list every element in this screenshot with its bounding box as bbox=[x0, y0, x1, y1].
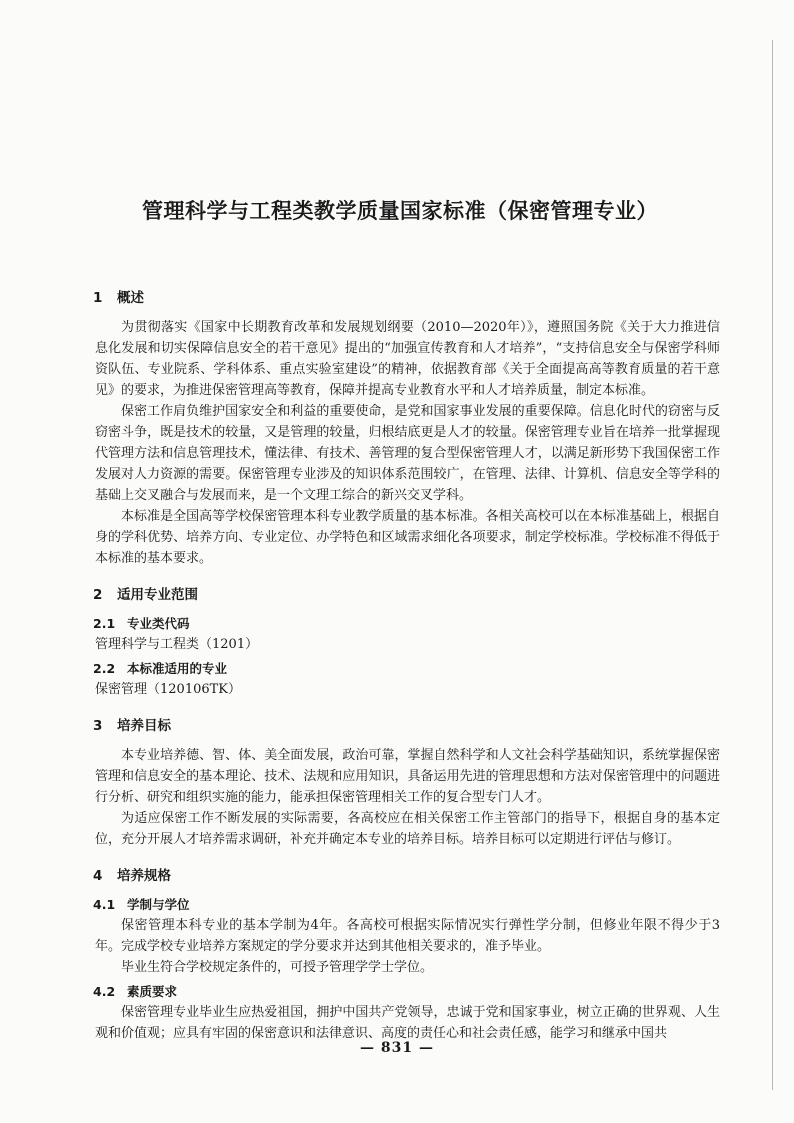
section-heading-3 bbox=[93, 716, 720, 737]
subsection-heading-2-1 bbox=[93, 614, 720, 634]
paragraph: 保密管理（120106TK） bbox=[95, 682, 242, 697]
subsection-heading-4-2 bbox=[93, 982, 720, 1002]
paragraph: 保密管理本科专业的基本学制为4年。各高校可根据实际情况实行弹性学分制，但修业年限不得少于3年。完成学校专业培养方案规定的学分要求并达到其他相关要求的，准予毕业。 bbox=[95, 918, 720, 954]
subsection-number: 4.1 bbox=[93, 897, 116, 912]
section-number: 3 bbox=[93, 718, 103, 734]
paragraph: 为贯彻落实《国家中长期教育改革和发展规划纲要（2010—2020年）》，遵照国务院《关于大力推进信息化发展和切实保障信息安全的若干意见》提出的“加强宣传教育和人才培养”，“支持信息安全与保密学科师资队伍、专业院系、学科体系、重点实验室建设”的精神，依据教育部《关于全面提高高等教育质量的若干意见》的要求，为推进保密管理高等教育，保障并提高专业教育水平和人才培养质量，制定本标准。 bbox=[95, 320, 720, 398]
subsection-title: 学制与学位 bbox=[127, 897, 190, 912]
paragraph: 本标准是全国高等学校保密管理本科专业教学质量的基本标准。各相关高校可以在本标准基础上，根据自身的学科优势、培养方向、专业定位、办学特色和区域需求细化各项要求，制定学校标准。学校标准不得低于本标准的基本要求。 bbox=[95, 509, 720, 566]
binding-margin-line bbox=[772, 40, 773, 1090]
subsection-number: 2.2 bbox=[93, 661, 116, 676]
subsection-number: 4.2 bbox=[93, 984, 116, 999]
subsection-heading-2-2 bbox=[93, 659, 720, 679]
subsection-title: 本标准适用的专业 bbox=[127, 661, 228, 676]
document-body bbox=[95, 282, 720, 1044]
section-number: 4 bbox=[93, 868, 103, 884]
section-heading-2 bbox=[93, 585, 720, 606]
page-title: 管理科学与工程类教学质量国家标准（保密管理专业） bbox=[142, 198, 658, 223]
paragraph: 保密工作肩负维护国家安全和利益的重要使命，是党和国家事业发展的重要保障。信息化时代的窃密与反窃密斗争，既是技术的较量，又是管理的较量，归根结底更是人才的较量。保密管理专业旨在培养一批掌握现代管理方法和信息管理技术，懂法律、有技术、善管理的复合型保密管理人才，以满足新形势下我国保密工作发展对人力资源的需要。保密管理专业涉及的知识体系范围较广，在管理、法律、计算机、信息安全等学科的基础上交叉融合与发展而来，是一个文理工综合的新兴交叉学科。 bbox=[95, 404, 720, 503]
section-heading-1 bbox=[93, 288, 720, 309]
page-number: — 831 — bbox=[360, 1040, 434, 1056]
section-heading-4 bbox=[93, 866, 720, 887]
paragraph: 保密管理专业毕业生应热爱祖国，拥护中国共产党领导，忠诚于党和国家事业，树立正确的世界观、人生观和价值观；应具有牢固的保密意识和法律意识、高度的责任心和社会责任感，能学习和继承中国共 bbox=[95, 1005, 720, 1041]
section-number: 2 bbox=[93, 587, 103, 603]
paragraph: 为适应保密工作不断发展的实际需要，各高校应在相关保密工作主管部门的指导下，根据自身的基本定位，充分开展人才培养需求调研，补充并确定本专业的培养目标。培养目标可以定期进行评估与修订。 bbox=[95, 811, 720, 847]
paragraph: 本专业培养德、智、体、美全面发展，政治可靠，掌握自然科学和人文社会科学基础知识，系统掌握保密管理和信息安全的基本理论、技术、法规和应用知识，具备运用先进的管理思想和方法对保密管理中的问题进行分析、研究和组织实施的能力，能承担保密管理相关工作的复合型专门人才。 bbox=[95, 748, 720, 805]
subsection-title: 素质要求 bbox=[127, 984, 178, 999]
paragraph: 管理科学与工程类（1201） bbox=[95, 637, 259, 652]
subsection-number: 2.1 bbox=[93, 616, 116, 631]
subsection-heading-4-1 bbox=[93, 895, 720, 915]
paragraph: 毕业生符合学校规定条件的，可授予管理学学士学位。 bbox=[121, 960, 434, 975]
section-title: 适用专业范围 bbox=[117, 587, 198, 603]
section-title: 培养目标 bbox=[117, 718, 171, 734]
section-title: 概述 bbox=[117, 290, 144, 306]
section-title: 培养规格 bbox=[117, 868, 171, 884]
section-number: 1 bbox=[93, 290, 103, 306]
subsection-title: 专业类代码 bbox=[127, 616, 190, 631]
